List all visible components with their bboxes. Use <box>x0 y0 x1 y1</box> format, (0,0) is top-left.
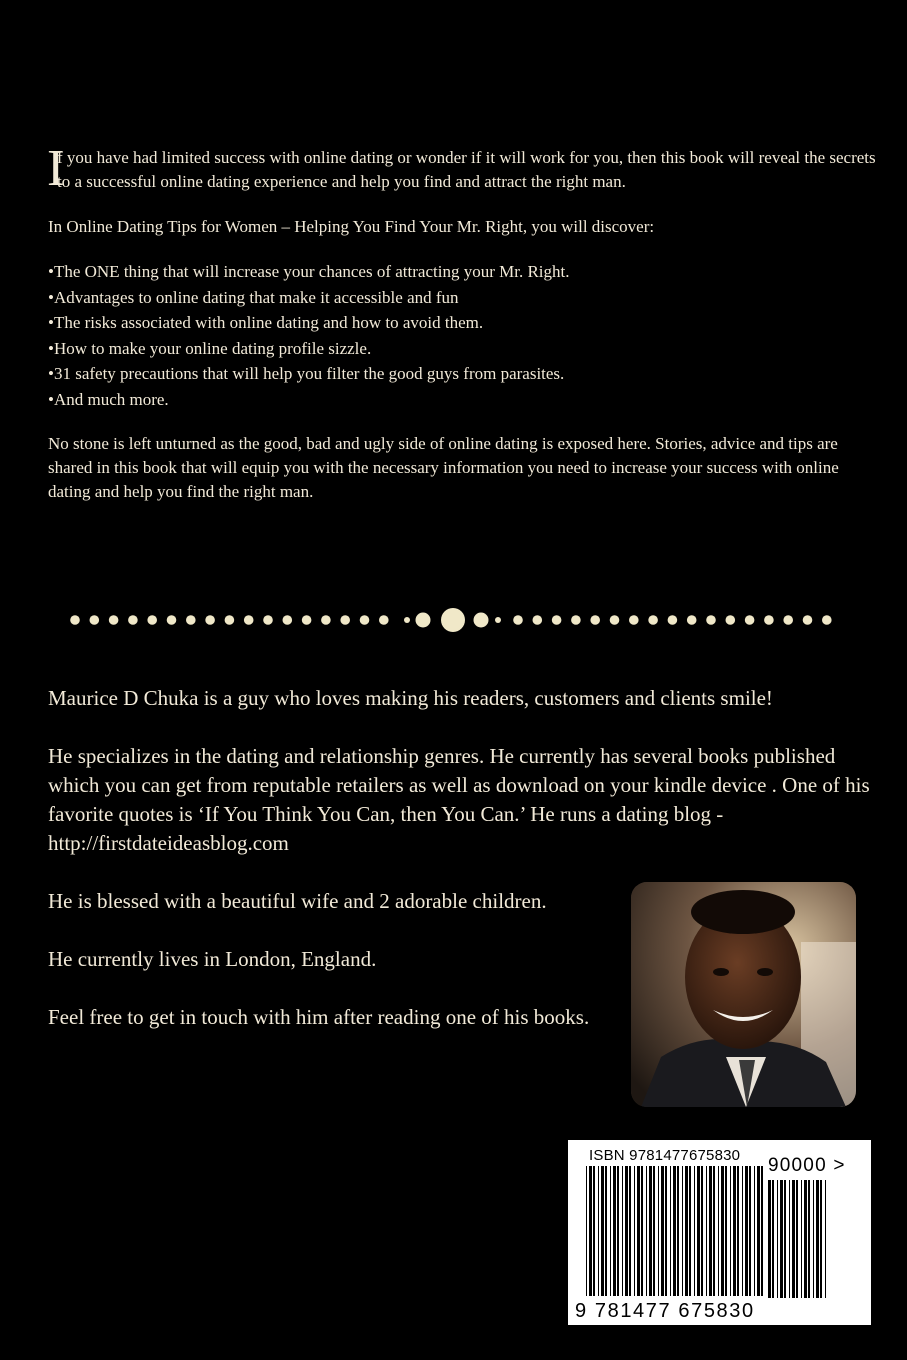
barcode-bar <box>586 1166 587 1296</box>
barcode-bar <box>610 1166 611 1296</box>
barcode-bar <box>777 1180 778 1298</box>
barcode-bar <box>622 1166 623 1296</box>
barcode-bar <box>593 1166 595 1296</box>
isbn-barcode <box>568 1140 871 1325</box>
ornament-dot <box>803 615 813 625</box>
barcode-bar <box>661 1166 664 1296</box>
barcode-bar <box>757 1166 760 1296</box>
ornament-dot <box>340 615 350 625</box>
ornament-dot <box>263 615 273 625</box>
ornament-dot <box>687 615 697 625</box>
intro-text: f you have had limited success with online dating or wonder if it will work for you, then this book will reveal the secrets to a successful online dating experience and help you find and attract the right man. <box>57 148 876 191</box>
barcode-bar <box>825 1180 826 1298</box>
barcode-bar <box>780 1180 783 1298</box>
barcode-bar <box>730 1166 731 1296</box>
ornament-dot <box>590 615 600 625</box>
ornament-dot <box>822 615 832 625</box>
ornament-dot <box>244 615 254 625</box>
barcode-bar <box>641 1166 643 1296</box>
barcode-bar <box>713 1166 715 1296</box>
barcode-bar <box>601 1166 604 1296</box>
ornament-dot <box>513 615 523 625</box>
ornament-dot <box>109 615 119 625</box>
barcode-bar <box>725 1166 727 1296</box>
ornament-dot <box>90 615 100 625</box>
barcode-bar <box>598 1166 599 1296</box>
barcode-bar <box>761 1166 763 1296</box>
ornament-dot <box>533 615 543 625</box>
barcode-bar <box>677 1166 679 1296</box>
barcode-bar <box>796 1180 798 1298</box>
barcode-bar <box>685 1166 688 1296</box>
barcode-bar <box>605 1166 607 1296</box>
isbn-digits: 9 781477 675830 <box>575 1300 755 1322</box>
ornament-dot <box>495 617 501 623</box>
ornament-dot <box>302 615 312 625</box>
intro-paragraph <box>47 140 878 197</box>
barcode-bar <box>733 1166 736 1296</box>
barcode-bar <box>772 1180 774 1298</box>
ornament-dot <box>552 615 562 625</box>
isbn-label: ISBN 9781477675830 <box>589 1147 741 1164</box>
barcode-bar <box>737 1166 739 1296</box>
barcode-bar <box>653 1166 655 1296</box>
ornament-dot <box>404 617 410 623</box>
feature-item: •The risks associated with online dating and how to avoid them. <box>48 313 484 332</box>
drop-cap: I <box>47 140 65 197</box>
barcode-bar <box>820 1180 822 1298</box>
barcode-bar <box>613 1166 616 1296</box>
barcode-bar <box>646 1166 647 1296</box>
barcode-bar <box>718 1166 719 1296</box>
bio-paragraph: He specializes in the dating and relationship genres. He currently has several books published which you can get from reputable retailers as well as download on your kindle device . One of his favorite quotes is ‘If You Think You Can, then You Can.’ He runs a dating blog - http://firstdateideasblog.com <box>48 744 870 855</box>
ornament-dot <box>225 615 235 625</box>
barcode-bar <box>749 1166 751 1296</box>
feature-item: •And much more. <box>48 389 169 409</box>
feature-item: •The ONE thing that will increase your chances of attracting your Mr. Right. <box>48 262 570 281</box>
ornament-dot <box>629 615 639 625</box>
ornament-dot <box>70 615 80 625</box>
barcode-bar <box>792 1180 795 1298</box>
barcode-bar <box>789 1180 790 1298</box>
barcode-bar <box>706 1166 707 1296</box>
ornament-dot <box>726 615 736 625</box>
ornament-dot <box>764 615 774 625</box>
feature-item: •Advantages to online dating that make it accessible and fun <box>48 287 459 307</box>
barcode-bar <box>754 1166 755 1296</box>
addon-barcode-bars <box>768 1180 826 1298</box>
ornament-dot <box>416 613 431 628</box>
barcode-bar <box>649 1166 652 1296</box>
ornament-dot <box>441 608 465 632</box>
ornament-dot <box>321 615 331 625</box>
barcode-bar <box>617 1166 619 1296</box>
barcode-bar <box>808 1180 810 1298</box>
ornament-dot <box>147 615 157 625</box>
ornament-dot <box>648 615 658 625</box>
ornament-dot <box>783 615 793 625</box>
barcode-bar <box>742 1166 743 1296</box>
bio-paragraph: Feel free to get in touch with him after reading one of his books. <box>48 1005 590 1029</box>
ean-barcode-bars <box>586 1166 763 1296</box>
ornament-dot <box>128 615 138 625</box>
bio-paragraph: He is blessed with a beautiful wife and 2 adorable children. <box>48 889 547 913</box>
ornament-dot <box>167 615 177 625</box>
barcode-bar <box>745 1166 748 1296</box>
ornament-dot <box>474 613 489 628</box>
ornament-dot <box>668 615 678 625</box>
discover-line: In Online Dating Tips for Women – Helping You Find Your Mr. Right, you will discover: <box>48 217 655 236</box>
barcode-bar <box>670 1166 671 1296</box>
barcode-bar <box>816 1180 819 1298</box>
barcode-bar <box>673 1166 676 1296</box>
ornament-dot <box>571 615 581 625</box>
author-photo <box>631 882 856 1107</box>
barcode-bar <box>634 1166 635 1296</box>
book-description <box>47 140 878 504</box>
barcode-bar <box>637 1166 640 1296</box>
bio-paragraph: He currently lives in London, England. <box>48 947 377 971</box>
barcode-bar <box>689 1166 691 1296</box>
barcode-bar <box>813 1180 814 1298</box>
feature-list <box>48 259 878 412</box>
barcode-bar <box>701 1166 703 1296</box>
barcode-bar <box>629 1166 631 1296</box>
barcode-bar <box>709 1166 712 1296</box>
price-code: 90000 > <box>768 1155 846 1176</box>
closing-paragraph: No stone is left unturned as the good, bad and ugly side of online dating is exposed here. Stories, advice and tips are shared in this book that will equip you with the necessary information you need to increase your success with online dating and help you find the right man. <box>48 434 839 501</box>
ornament-dot <box>205 615 215 625</box>
barcode-bar <box>804 1180 807 1298</box>
barcode-bar <box>697 1166 700 1296</box>
dotted-ornament-divider <box>0 600 907 640</box>
barcode-bar <box>682 1166 683 1296</box>
ornament-dot <box>745 615 755 625</box>
barcode-bar <box>625 1166 628 1296</box>
barcode-bar <box>801 1180 802 1298</box>
ornament-dot <box>379 615 389 625</box>
ornament-dot <box>186 615 196 625</box>
barcode-bar <box>694 1166 695 1296</box>
barcode-bar <box>721 1166 724 1296</box>
barcode-bar <box>658 1166 659 1296</box>
feature-item: •How to make your online dating profile sizzle. <box>48 338 372 358</box>
barcode-bar <box>665 1166 667 1296</box>
barcode-bar <box>589 1166 592 1296</box>
ornament-dot <box>360 615 370 625</box>
ornament-dot <box>610 615 620 625</box>
ornament-dot <box>283 615 293 625</box>
barcode-bar <box>784 1180 786 1298</box>
barcode-bar <box>768 1180 771 1298</box>
ornament-dot <box>706 615 716 625</box>
feature-item: •31 safety precautions that will help you filter the good guys from parasites. <box>48 364 565 383</box>
bio-paragraph: Maurice D Chuka is a guy who loves making his readers, customers and clients smile! <box>48 686 773 710</box>
